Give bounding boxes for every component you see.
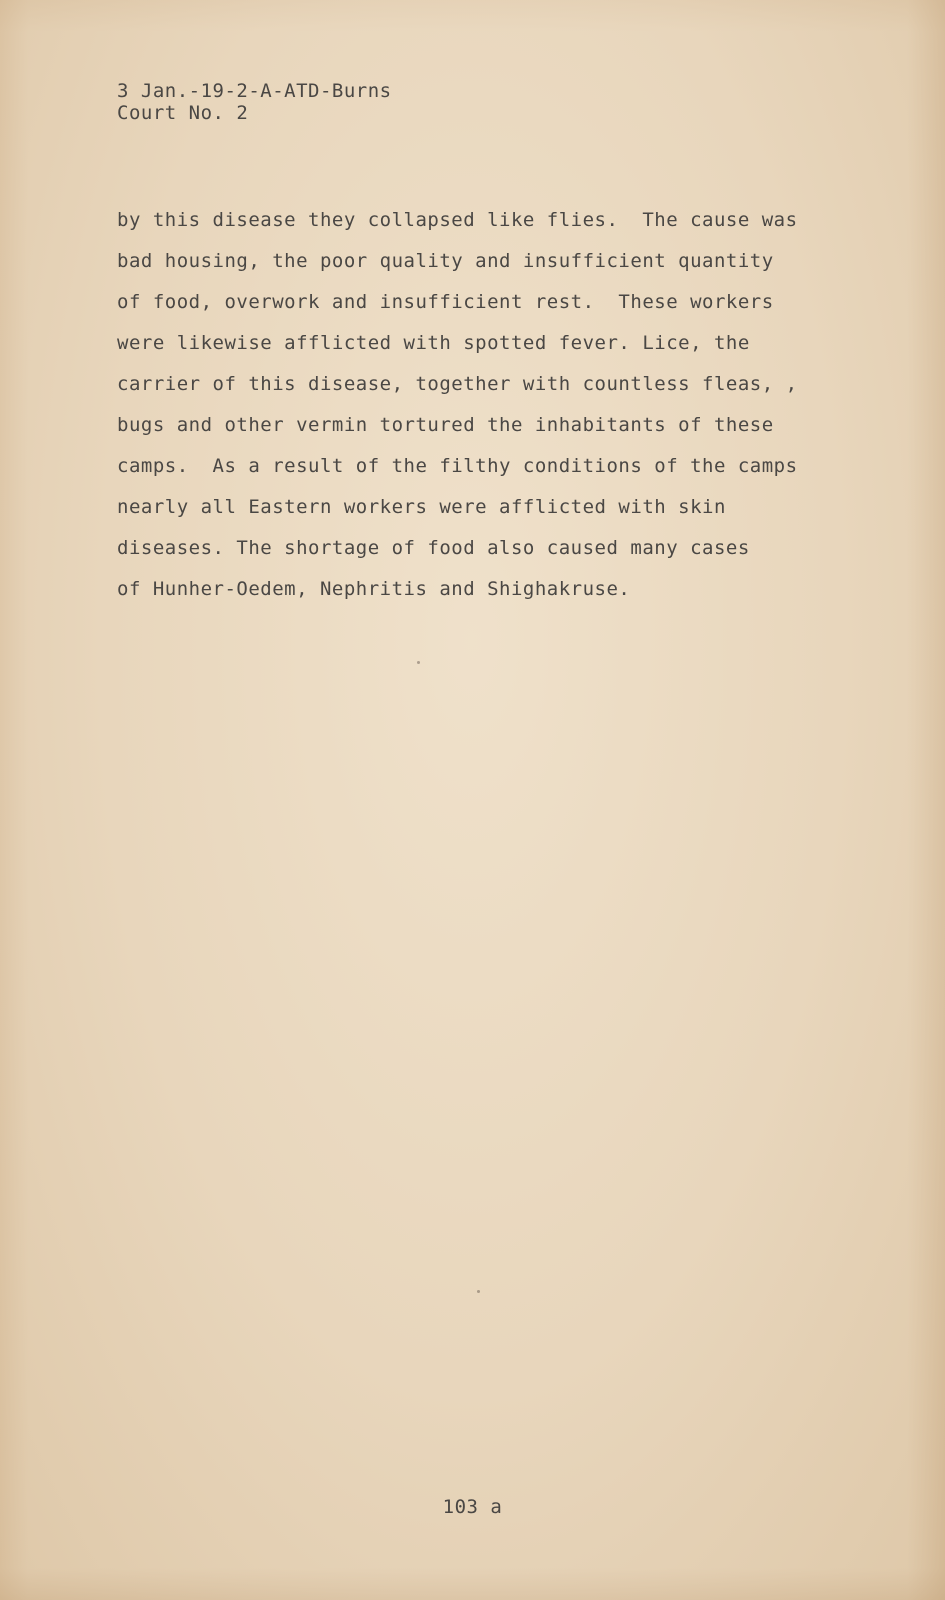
document-header (117, 80, 392, 124)
body-line: were likewise afflicted with spotted fever. Lice, the (117, 332, 750, 354)
document-body (117, 200, 917, 610)
body-line: bad housing, the poor quality and insufficient quantity (117, 250, 774, 272)
page-number: 103 a (442, 1496, 503, 1518)
body-line: carrier of this disease, together with countless fleas, , (117, 373, 798, 395)
body-line: of food, overwork and insufficient rest. These workers (117, 291, 774, 313)
body-line: by this disease they collapsed like flies. The cause was (117, 209, 798, 231)
paper-speck (477, 1290, 480, 1293)
header-reference-line: 3 Jan.-19-2-A-ATD-Burns (117, 80, 392, 102)
body-line: bugs and other vermin tortured the inhabitants of these (117, 414, 774, 436)
paper-speck (417, 661, 420, 664)
body-line: of Hunher-Oedem, Nephritis and Shighakruse. (117, 578, 631, 600)
body-line: camps. As a result of the filthy conditions of the camps (117, 455, 798, 477)
body-line: nearly all Eastern workers were afflicted with skin (117, 496, 726, 518)
header-court-line: Court No. 2 (117, 102, 249, 124)
body-line: diseases. The shortage of food also caused many cases (117, 537, 750, 559)
